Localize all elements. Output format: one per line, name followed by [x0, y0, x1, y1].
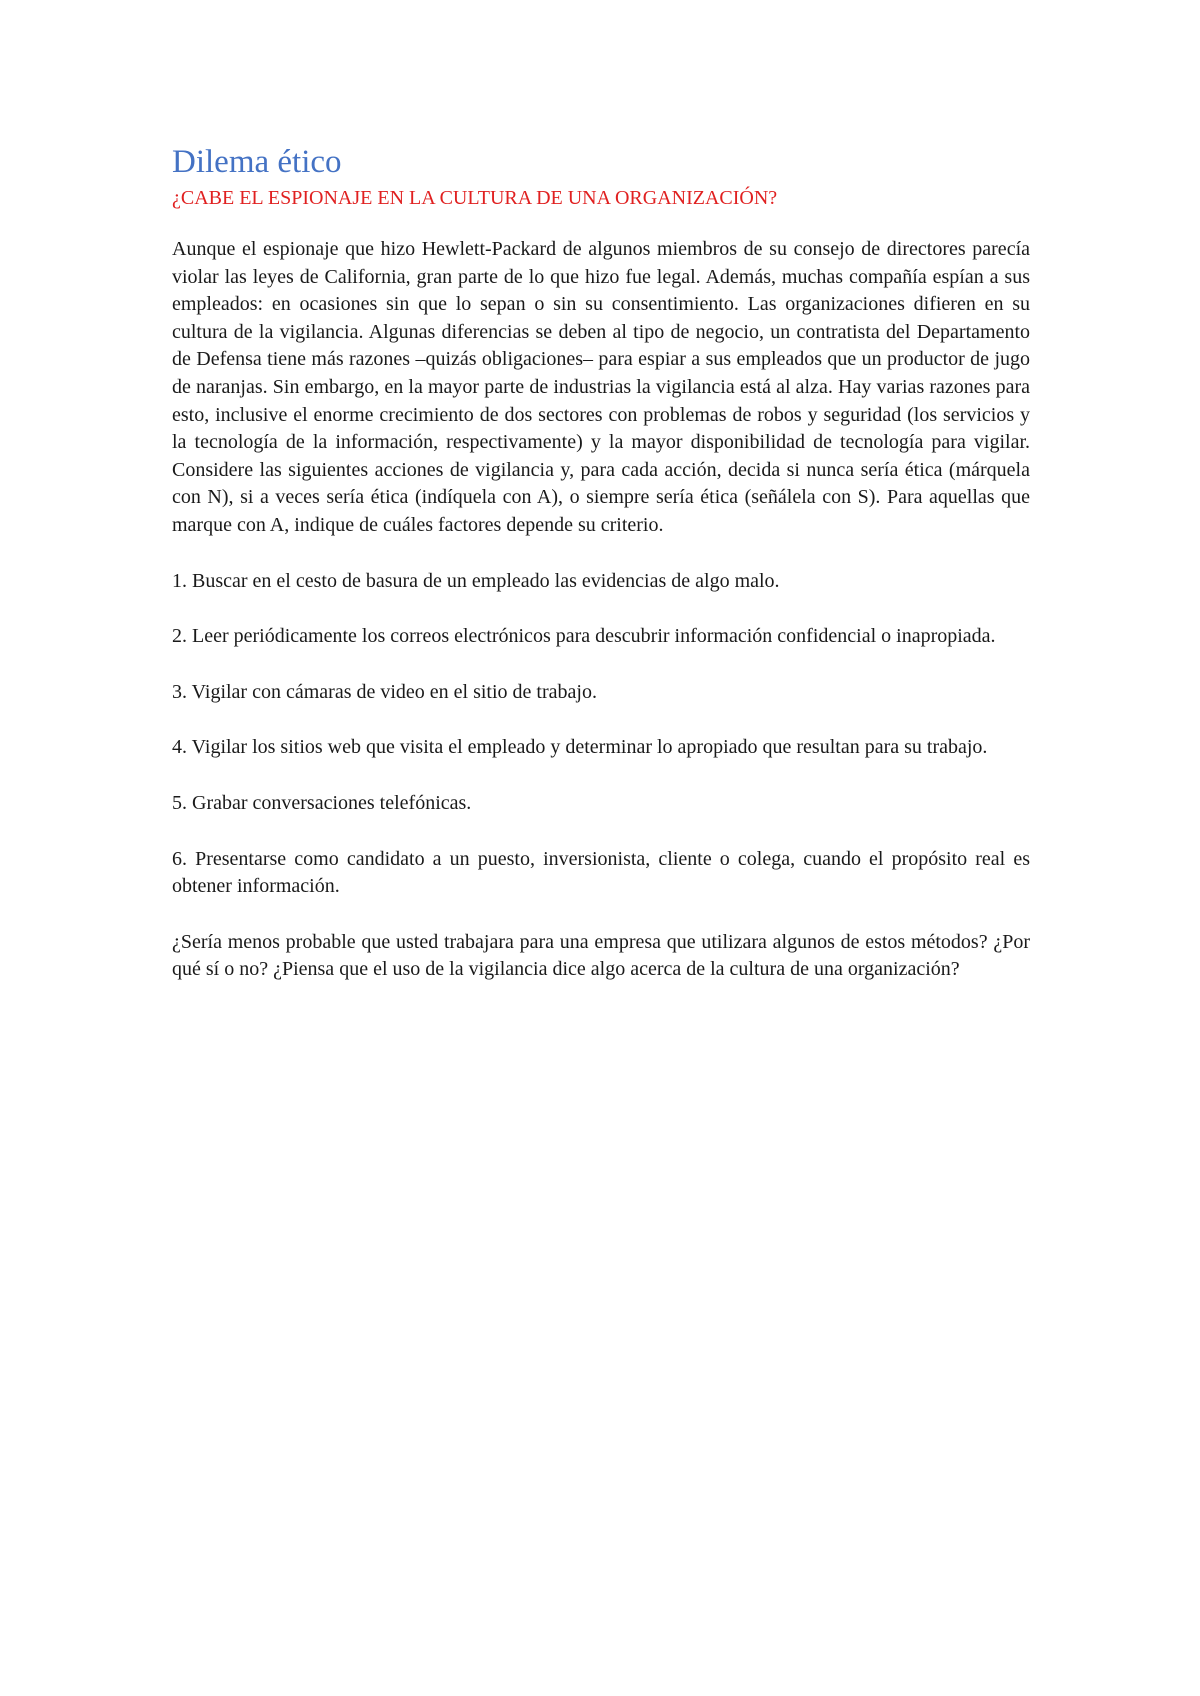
list-item: 2. Leer periódicamente los correos electrónicos para descubrir información confidencial o inapropiada.	[172, 625, 996, 648]
list-item: 4. Vigilar los sitios web que visita el empleado y determinar lo apropiado que resultan para su trabajo.	[172, 736, 988, 759]
document-subtitle: ¿CABE EL ESPIONAJE EN LA CULTURA DE UNA ORGANIZACIÓN?	[172, 187, 778, 209]
list-item: 1. Buscar en el cesto de basura de un empleado las evidencias de algo malo.	[172, 569, 780, 592]
list-item: 6. Presentarse como candidato a un puesto, inversionista, cliente o colega, cuando el propósito real es obtener información.	[172, 847, 1030, 898]
closing-paragraph: ¿Sería menos probable que usted trabajara para una empresa que utilizara algunos de estos métodos? ¿Por qué sí o no? ¿Piensa que el uso de la vigilancia dice algo acerca de la cultura de una organización?	[172, 930, 1030, 981]
document-title: Dilema ético	[172, 144, 342, 180]
list-item: 3. Vigilar con cámaras de video en el sitio de trabajo.	[172, 680, 597, 703]
document-page	[172, 142, 1030, 984]
intro-paragraph: Aunque el espionaje que hizo Hewlett-Packard de algunos miembros de su consejo de directores parecía violar las leyes de California, gran parte de lo que hizo fue legal. Además, muchas compañía espían a sus empleados: en ocasiones sin que lo sepan o sin su consentimiento. Las organizaciones difieren en su cultura de la vigilancia. Algunas diferencias se deben al tipo de negocio, un contratista del Departamento de Defensa tiene más razones –quizás obligaciones– para espiar a sus empleados que un productor de jugo de naranjas. Sin embargo, en la mayor parte de industrias la vigilancia está al alza. Hay varias razones para esto, inclusive el enorme crecimiento de dos sectores con problemas de robos y seguridad (los servicios y la tecnología de la información, respectivamente) y la mayor disponibilidad de tecnología para vigilar. Considere las siguientes acciones de vigilancia y, para cada acción, decida si nunca sería ética (márquela con N), si a veces sería ética (indíquela con A), o siempre sería ética (señálela con S). Para aquellas que marque con A, indique de cuáles factores depende su criterio.	[172, 238, 1030, 536]
list-item: 5. Grabar conversaciones telefónicas.	[172, 791, 472, 814]
